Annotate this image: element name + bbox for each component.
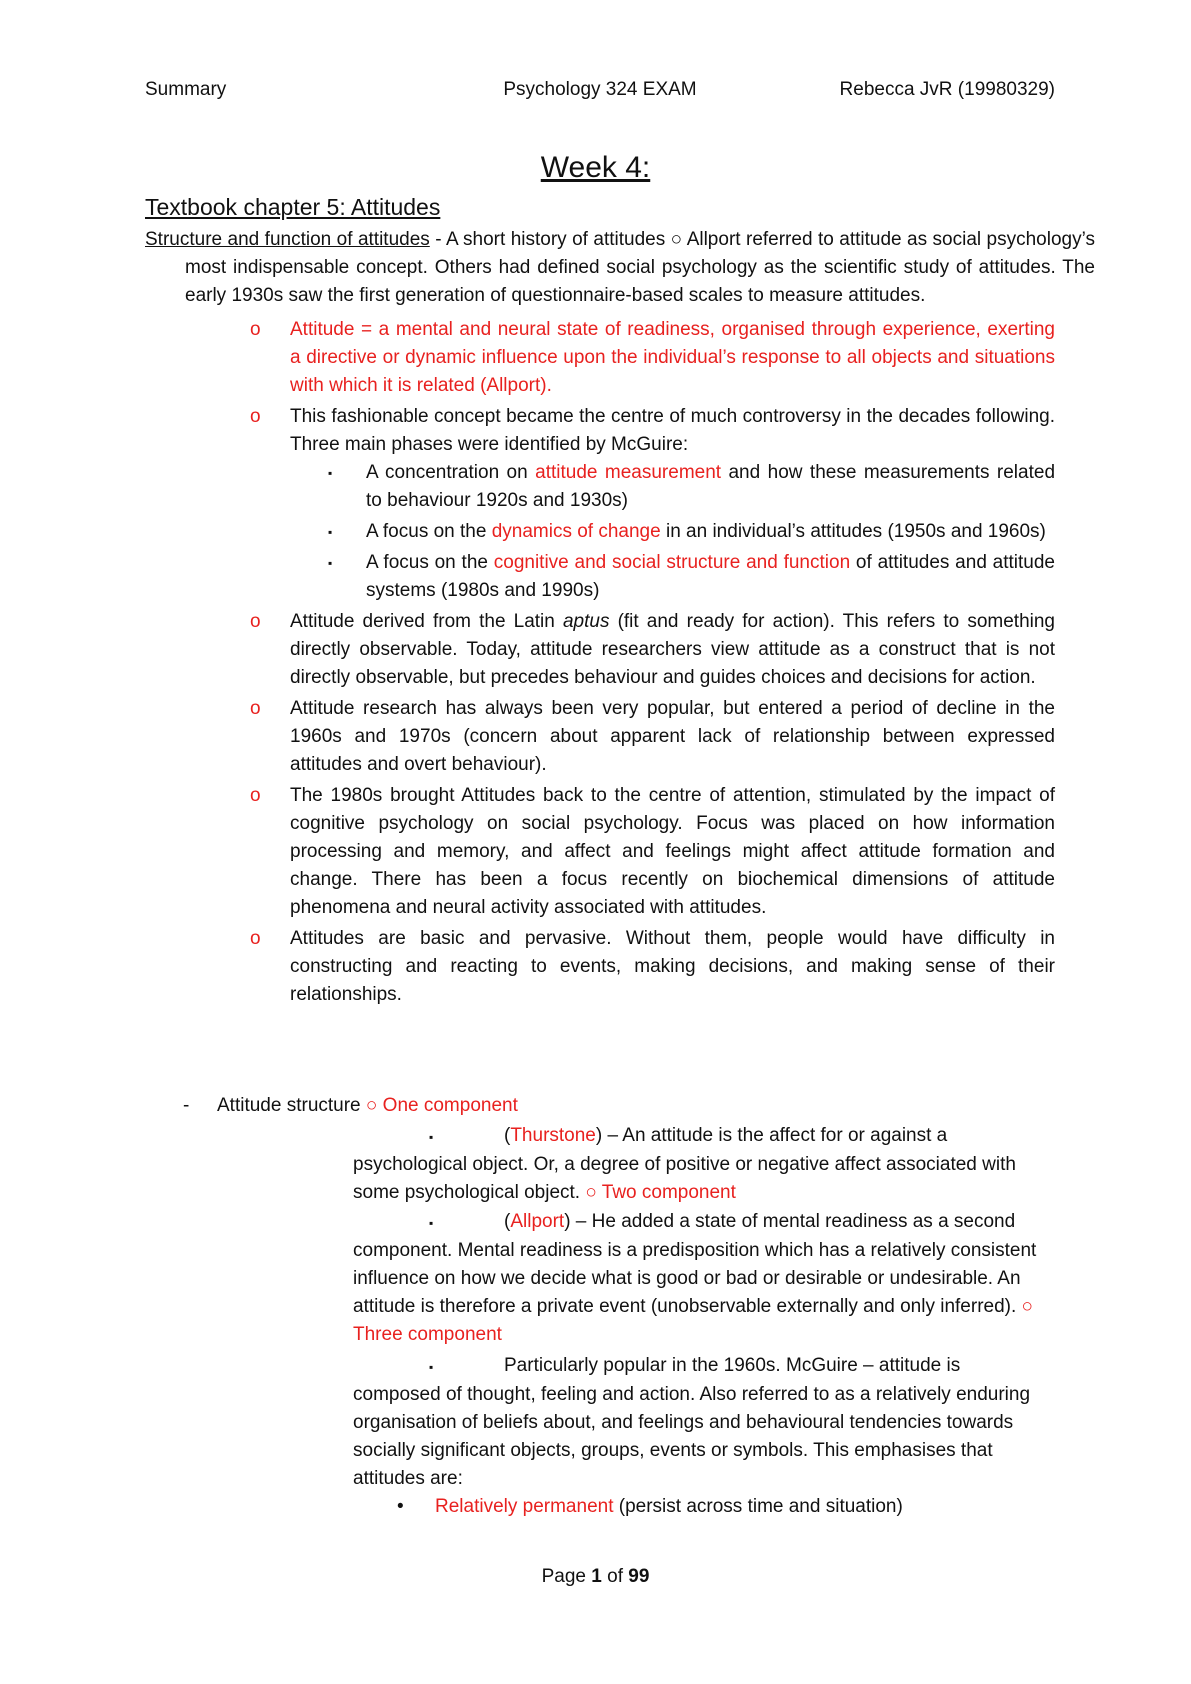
three-component-text: Particularly popular in the 1960s. McGuire – attitude is composed of thought, feeling and action. Also referred to as a relatively enduring organisation of beliefs about, and feelings and behavioural tendencies towards socially significant objects, groups, events or symbols. This emphasises that attitudes are: — [353, 1355, 1031, 1489]
list-item — [250, 403, 1055, 605]
phases-intro: This fashionable concept became the centre of much controversy in the decades following. Three main phases were identified by McGuire: — [290, 406, 1055, 455]
intro-text: - A short history of attitudes ○ Allport referred to attitude as social psychology’s most indispensable concept. Others had defined social psychology as the scientific study of attitudes. The early 1930s saw the first generation of questionnaire-based scales to measure attitudes. — [185, 229, 1095, 306]
phase-highlight: attitude measurement — [535, 462, 722, 483]
header-center: Psychology 324 EXAM — [503, 79, 697, 100]
latin-term: aptus — [562, 611, 610, 632]
phase-highlight: dynamics of change — [491, 521, 661, 542]
circle-bullet-icon: o — [250, 611, 261, 632]
phase-highlight: cognitive and social structure and function — [493, 552, 851, 573]
list-item — [328, 518, 1055, 546]
section-title: Structure and function of attitudes — [145, 229, 430, 250]
intro-paragraph — [145, 226, 1095, 310]
dash-bullet-icon: - — [183, 1095, 190, 1116]
circle-bullet-icon: o — [250, 698, 261, 719]
permanent-label: Relatively permanent — [435, 1496, 614, 1517]
permanent-text: (persist across time and situation) — [613, 1496, 903, 1517]
allport-paragraph — [353, 1208, 1053, 1349]
list-item — [250, 316, 1055, 400]
paren: ( — [504, 1125, 511, 1146]
page-footer — [0, 1565, 1191, 1589]
point-text: The 1980s brought Attitudes back to the centre of attention, stimulated by the impact of cognitive psychology on social psychology. Focus was placed on how information processing and memory, and affect and feelings might affect attitude formation and change. There has been a focus recently on biochemical dimensions of attitude phenomena and neural activity associated with attitudes. — [290, 785, 1055, 918]
footer-page-word: Page — [541, 1566, 592, 1587]
footer-of-word: of — [601, 1566, 629, 1587]
allport-name: Allport — [510, 1211, 565, 1232]
header-right: Rebecca JvR (19980329) — [839, 79, 1055, 100]
point-text: Attitude research has always been very popular, but entered a period of decline in the 1960s and 1970s (concern about apparent lack of relationship between expressed attitudes and overt behaviour). — [290, 698, 1055, 775]
square-bullet-icon: ▪ — [429, 1360, 434, 1374]
one-component-label: ○ One component — [365, 1095, 518, 1116]
square-bullet-icon: ▪ — [429, 1130, 434, 1144]
square-bullet-icon: ▪ — [328, 466, 333, 480]
list-item — [328, 459, 1055, 515]
three-component-paragraph — [353, 1352, 1053, 1493]
list-item — [250, 695, 1055, 779]
phase-text: A concentration on — [366, 462, 536, 483]
list-item — [250, 608, 1055, 692]
square-bullet-icon: ▪ — [429, 1216, 434, 1230]
attitude-definition: Attitude = a mental and neural state of readiness, organised through experience, exerting a directive or dynamic influence upon the individual’s response to all objects and situations with which it is related (Allport). — [290, 319, 1055, 396]
list-item — [328, 549, 1055, 605]
square-bullet-icon: ▪ — [328, 525, 333, 539]
round-bullet-icon: • — [397, 1496, 404, 1517]
page-title: Week 4: — [540, 151, 651, 184]
page-number: 1 — [591, 1566, 602, 1587]
point-text: Attitudes are basic and pervasive. Without them, people would have difficulty in constructing and reacting to events, making decisions, and making sense of their relationships. — [290, 928, 1055, 1005]
header-left: Summary — [145, 79, 227, 100]
circle-bullet-icon: o — [250, 406, 261, 427]
page-total: 99 — [628, 1566, 650, 1587]
paren: ( — [504, 1211, 511, 1232]
allport-text: ) – He added a state of mental readiness as a second component. Mental readiness is a predisposition which has a relatively consistent influence on how we decide what is good or bad or desirable or undesirable. An attitude is therefore a private event (unobservable externally and only inferred). — [353, 1211, 1037, 1317]
structure-label: Attitude structure — [217, 1095, 366, 1116]
circle-bullet-icon: o — [250, 319, 261, 340]
phase-text: in an individual’s attitudes (1950s and 1960s) — [660, 521, 1046, 542]
thurstone-name: Thurstone — [510, 1125, 596, 1146]
circle-bullet-icon: o — [250, 785, 261, 806]
list-item — [250, 782, 1055, 922]
square-bullet-icon: ▪ — [328, 556, 333, 570]
thurstone-text: ) – An attitude is the affect for or against a psychological object. Or, a degree of positive or negative affect associated with some psychological object. — [353, 1125, 1016, 1203]
circle-bullet-icon: o — [250, 928, 261, 949]
phase-text: A focus on the — [366, 521, 492, 542]
permanent-bullet — [397, 1493, 903, 1521]
two-component-label: ○ Two component — [585, 1182, 736, 1203]
point-text: Attitude derived from the Latin — [290, 611, 563, 632]
three-component-label: ○ Three component — [353, 1296, 1034, 1345]
point-text: (fit and ready for action). This refers to something directly observable. Today, attitude researchers view attitude as a construct that is not directly observable, but precedes behaviour and guides choices and decisions for action. — [290, 611, 1055, 688]
chapter-heading: Textbook chapter 5: Attitudes — [145, 194, 441, 220]
phase-text: of attitudes and attitude systems (1980s and 1990s) — [366, 552, 1056, 601]
phase-text: A focus on the — [366, 552, 494, 573]
history-points-list — [250, 316, 1055, 1012]
phases-list — [290, 459, 1055, 605]
page-header — [145, 78, 1055, 102]
list-item — [250, 925, 1055, 1009]
attitude-structure-heading — [183, 1092, 518, 1120]
thurstone-paragraph — [353, 1122, 1053, 1207]
phase-text: and how these measurements related to behaviour 1920s and 1930s) — [366, 462, 1056, 511]
